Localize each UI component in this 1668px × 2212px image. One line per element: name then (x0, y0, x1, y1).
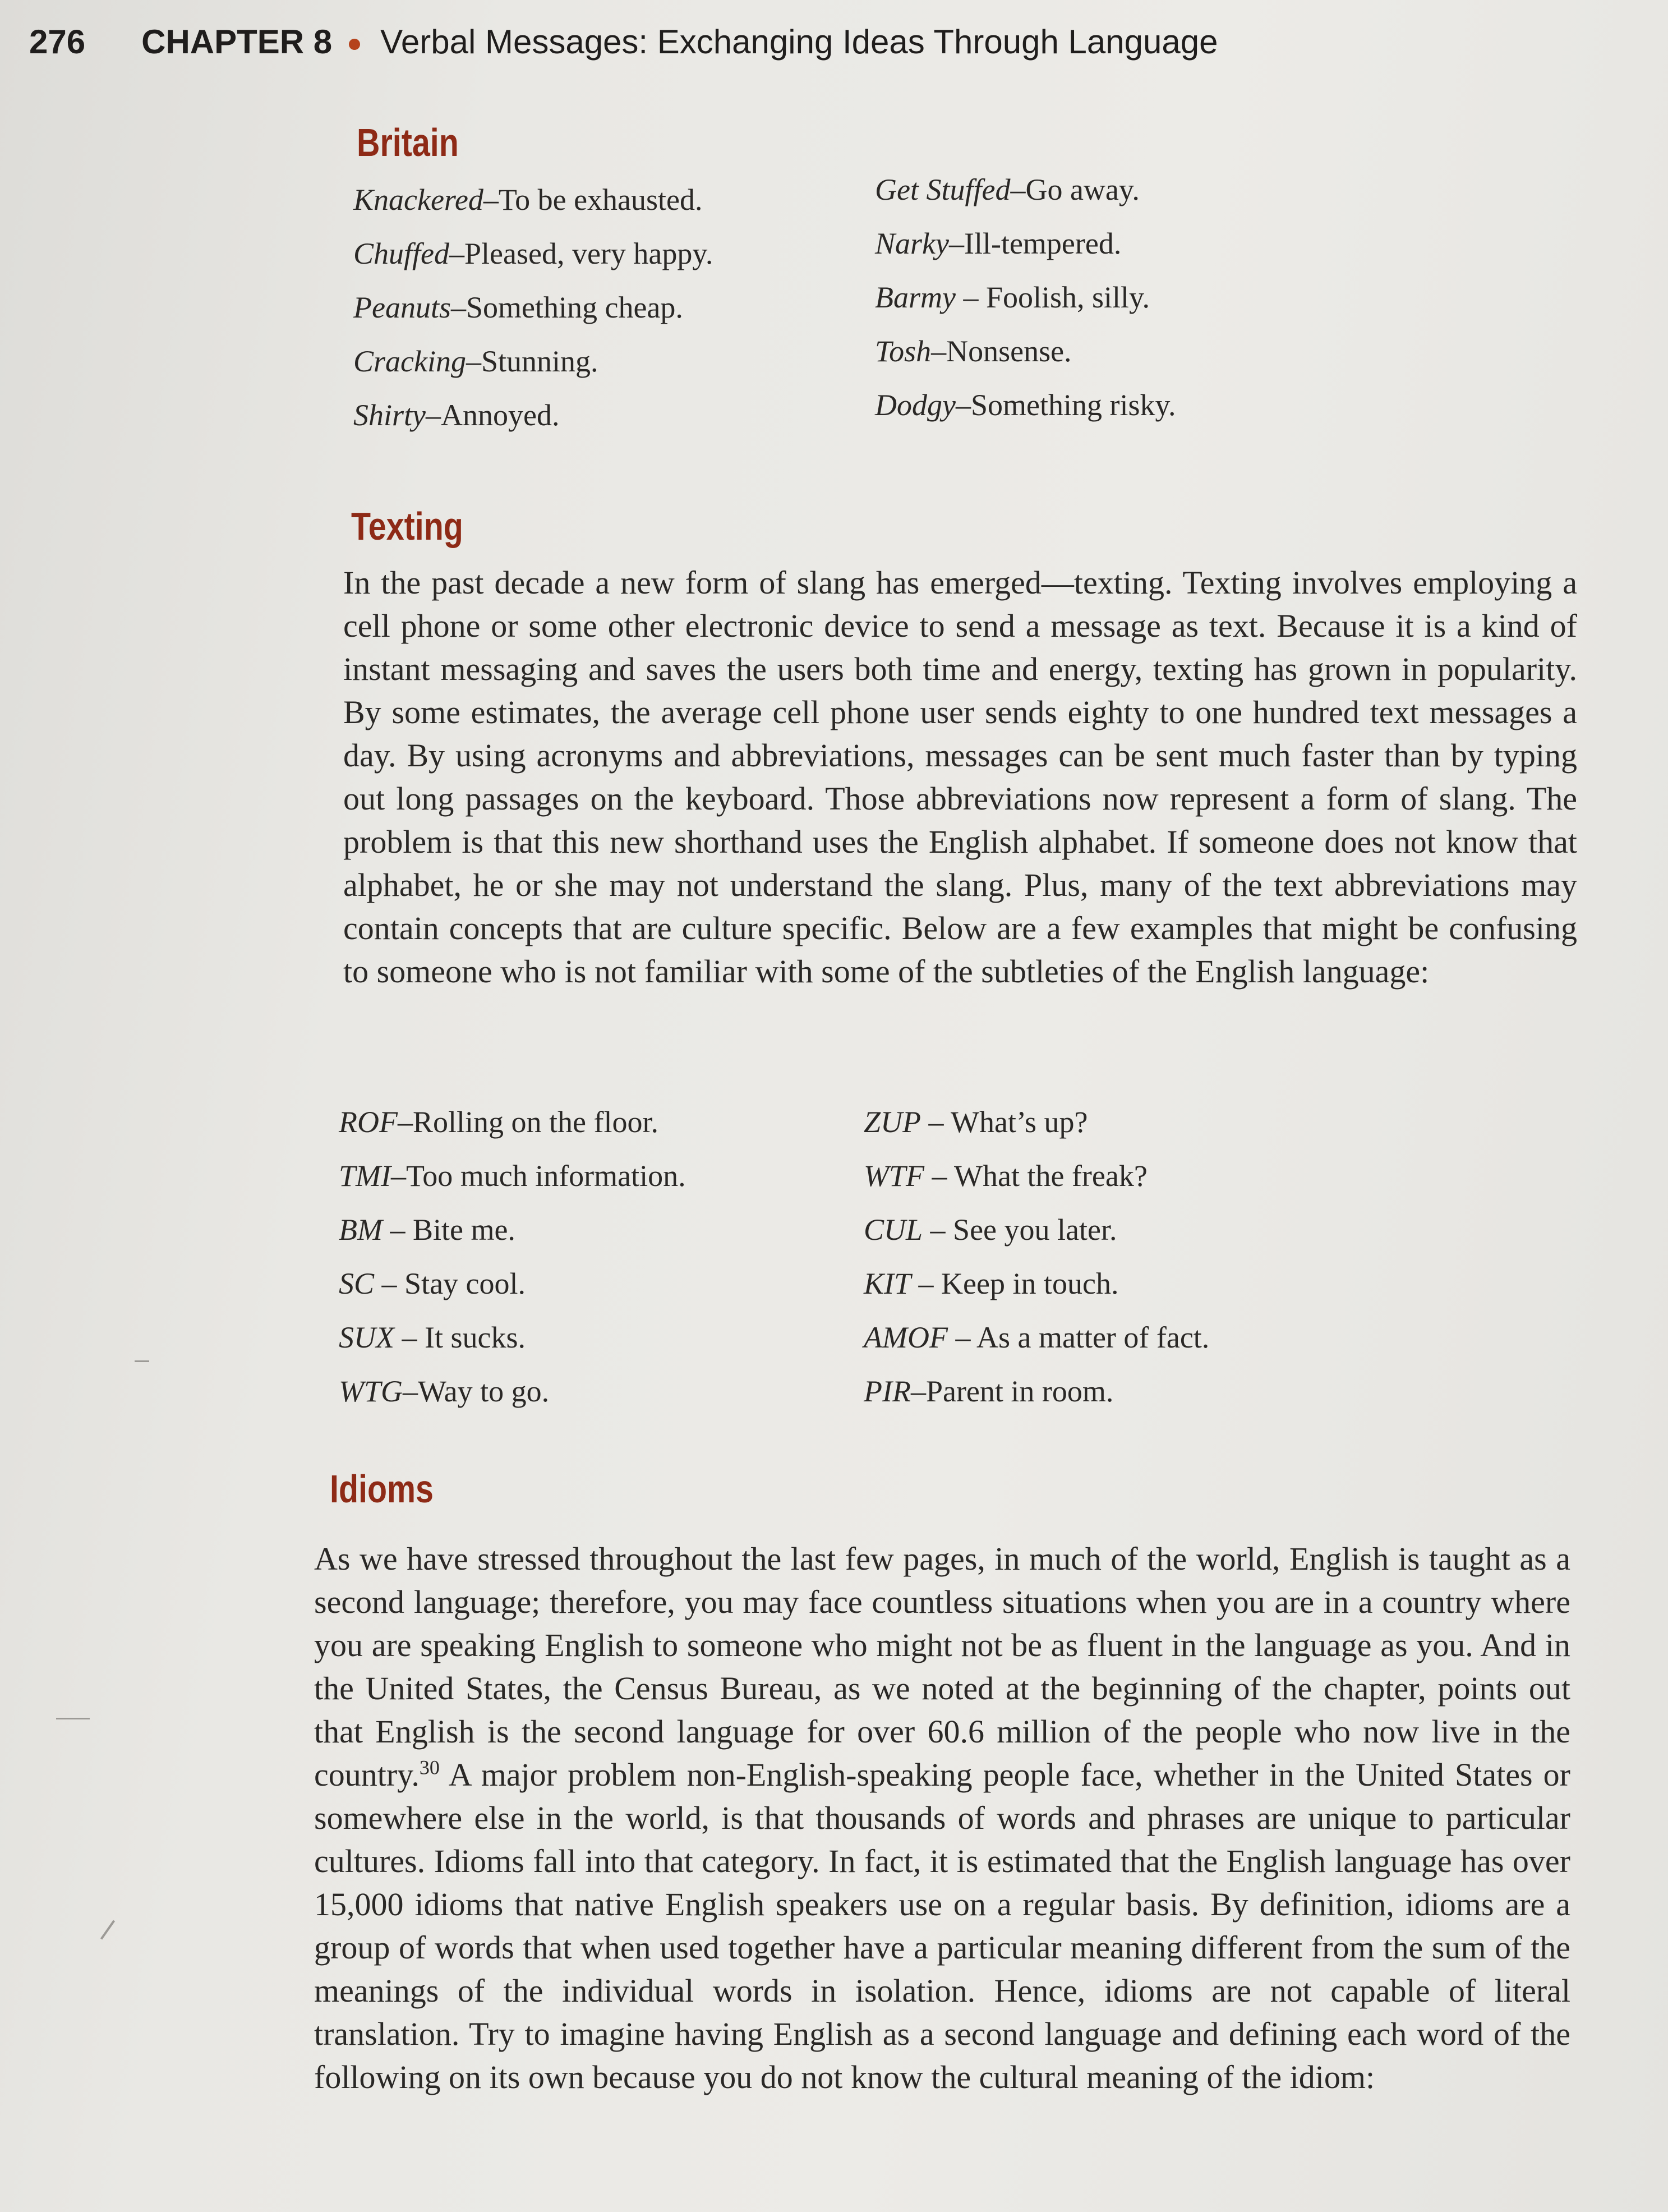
glossary-entry: WTG–Way to go. (339, 1374, 550, 1408)
britain-glossary-right (875, 163, 1176, 432)
idioms-paragraph: As we have stressed throughout the last few pages, in much of the world, English is taught as a second language; therefore, you may face countless situations when you are in a country where you are speaking English to someone who might not be as fluent in the language as you. And in the United States, the Census Bureau, as we noted at the beginning of the chapter, points out that English is the second language for over 60.6 million of the people who now live in the country.$^{30}$ A major problem non-English-speaking people face, whether in the United States or somewhere else in the world, is that thousands of words and phrases are unique to particular cultures. Idioms fall into that category. In fact, it is estimated that the English language has over 15,000 idioms that native English speakers use on a regular basis. By definition, idioms are a group of words that when used together have a particular meaning different from the sum of the meanings of the individual words in isolation. Hence, idioms are not capable of literal translation. Try to imagine having English as a second language and defining each word of the following on its own because you do not know the cultural meaning of the idiom: (314, 1540, 1570, 2095)
britain-glossary-left (353, 173, 713, 442)
running-head (29, 22, 1218, 61)
glossary-entry: Knackered–To be exhausted. (353, 183, 703, 217)
glossary-entry: Cracking–Stunning. (353, 344, 598, 378)
glossary-entry: SC – Stay cool. (339, 1267, 526, 1300)
glossary-entry: Peanuts–Something cheap. (353, 291, 683, 324)
glossary-entry: BM – Bite me. (339, 1213, 515, 1247)
glossary-entry: SUX – It sucks. (339, 1321, 526, 1354)
glossary-entry: WTF – What the freak? (864, 1159, 1148, 1193)
glossary-entry: Shirty–Annoyed. (353, 398, 560, 432)
glossary-entry: Get Stuffed–Go away. (875, 173, 1140, 206)
glossary-entry: Barmy – Foolish, silly. (875, 280, 1150, 314)
glossary-entry: TMI–Too much information. (339, 1159, 686, 1193)
glossary-entry: Tosh–Nonsense. (875, 334, 1072, 368)
chapter-title: Verbal Messages: Exchanging Ideas Through Language (380, 23, 1218, 61)
glossary-entry: AMOF – As a matter of fact. (864, 1321, 1210, 1354)
page-number: 276 (29, 23, 86, 61)
glossary-entry: Dodgy–Something risky. (875, 388, 1176, 422)
margin-mark (135, 1360, 149, 1362)
glossary-entry: PIR–Parent in room. (864, 1374, 1114, 1408)
section-heading-idioms: Idioms (330, 1467, 434, 1511)
section-heading-texting: Texting (351, 504, 463, 548)
glossary-entry: KIT – Keep in touch. (864, 1267, 1119, 1300)
footnote-reference: 30 (419, 1756, 440, 1779)
glossary-entry: CUL – See you later. (864, 1213, 1117, 1247)
glossary-entry: ZUP – What’s up? (864, 1105, 1088, 1139)
margin-mark (56, 1718, 90, 1719)
texting-glossary-right (864, 1095, 1209, 1418)
chapter-label: CHAPTER 8 (141, 23, 333, 61)
glossary-entry: ROF–Rolling on the floor. (339, 1105, 658, 1139)
bullet-icon (349, 39, 360, 50)
texting-paragraph: In the past decade a new form of slang has emerged—texting. Texting involves employing a cell phone or some other electronic device to send a message as text. Because it is a kind of instant messaging and saves the users both time and energy, texting has grown in popularity. By some estimates, the average cell phone user sends eighty to one hundred text messages a day. By using acronyms and abbreviations, messages can be sent much faster than by typing out long passages on the keyboard. Those abbreviations now represent a form of slang. The problem is that this new shorthand uses the English alphabet. If someone does not know that alphabet, he or she may not understand the slang. Plus, many of the text abbreviations may contain concepts that are culture specific. Below are a few examples that might be confusing to someone who is not familiar with some of the subtleties of the English language: (343, 564, 1577, 990)
margin-mark (100, 1920, 115, 1939)
texting-glossary-left (339, 1095, 686, 1418)
section-heading-britain: Britain (357, 121, 459, 164)
glossary-entry: Chuffed–Pleased, very happy. (353, 237, 713, 270)
glossary-entry: Narky–Ill-tempered. (875, 227, 1122, 260)
